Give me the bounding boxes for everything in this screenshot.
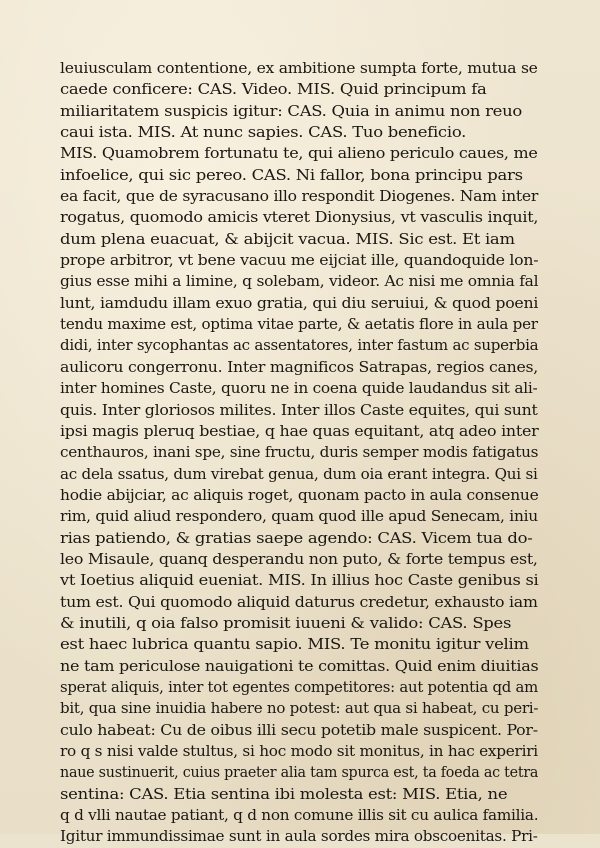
text-line: aulicoru congerronu. Inter magnificos Satrapas, regios canes, [60, 357, 539, 376]
text-line: dum plena euacuat, & abijcit vacua. MIS. Sic est. Et iam [60, 229, 515, 248]
text-line: ac dela ssatus, dum virebat genua, dum oia erant integra. Qui si [60, 464, 538, 483]
text-line: inter homines Caste, quoru ne in coena quide laudandus sit ali- [60, 379, 538, 398]
text-line: gius esse mihi a limine, q solebam, videor. Ac nisi me omnia fal [60, 272, 539, 291]
text-line: infoelice, qui sic pereo. CAS. Ni fallor, bona principu pars [60, 165, 523, 184]
text-line: & inutili, q oia falso promisit iuueni & valido: CAS. Spes [60, 613, 512, 632]
text-line: sentina: CAS. Etia sentina ibi molesta est: MIS. Etia, ne [60, 784, 508, 803]
text-line: caui ista. MIS. At nunc sapies. CAS. Tuo beneficio. [60, 123, 467, 142]
text-line: rias patiendo, & gratias saepe agendo: CAS. Vicem tua do- [60, 528, 533, 547]
text-line: leuiusculam contentione, ex ambitione sumpta forte, mutua se [60, 59, 538, 77]
text-line: rogatus, quomodo amicis vteret Dionysius, vt vasculis inquit, [60, 208, 539, 227]
text-line: centhauros, inani spe, sine fructu, duris semper modis fatigatus [60, 443, 539, 462]
text-line: Igitur immundissimae sunt in aula sordes mira obscoenitas. Pri- [60, 827, 538, 846]
body-text [60, 58, 538, 848]
text-line: MIS. Quamobrem fortunatu te, qui alieno periculo caues, me [60, 144, 538, 163]
text-line: q d vlli nautae patiant, q d non comune illis sit cu aulica familia. [60, 806, 539, 825]
text-line: tendu maxime est, optima vitae parte, & aetatis flore in aula per [60, 315, 538, 334]
text-line: hodie abijciar, ac aliquis roget, quonam pacto in aula consenue [60, 485, 539, 504]
text-line: est haec lubrica quantu sapio. MIS. Te monitu igitur velim [60, 635, 529, 654]
text-line: culo habeat: Cu de oibus illi secu potetib male suspicent. Por- [60, 720, 538, 739]
text-line: naue sustinuerit, cuius praeter alia tam spurca est, ta foeda ac tetra [60, 763, 539, 782]
text-line: vt Ioetius aliquid eueniat. MIS. In illius hoc Caste genibus si [60, 571, 539, 590]
text-line: quis. Inter gloriosos milites. Inter illos Caste equites, qui sunt [60, 400, 538, 419]
text-line: leo Misaule, quanq desperandu non puto, & forte tempus est, [60, 549, 538, 568]
text-line: rim, quid aliud respondero, quam quod ille apud Senecam, iniu [60, 507, 538, 526]
text-line: tum est. Qui quomodo aliquid daturus credetur, exhausto iam [60, 592, 538, 611]
text-line: bit, qua sine inuidia habere no potest: aut qua si habeat, cu peri- [60, 699, 539, 718]
text-line: caede conficere: CAS. Video. MIS. Quid principum fa [60, 80, 487, 99]
text-line: ne tam periculose nauigationi te comittas. Quid enim diuitias [60, 656, 539, 675]
text-line: ro q s nisi valde stultus, si hoc modo sit monitus, in hac experiri [60, 742, 538, 760]
text-line: ipsi magis pleruq bestiae, q hae quas equitant, atq adeo inter [60, 421, 539, 440]
text-line: ea facit, que de syracusano illo respondit Diogenes. Nam inter [60, 187, 539, 206]
text-line: lunt, iamdudu illam exuo gratia, qui diu seruiui, & quod poeni [60, 293, 539, 312]
text-line: prope arbitror, vt bene vacuu me eijciat ille, quandoquide lon- [60, 251, 539, 270]
text-line: didi, inter sycophantas ac assentatores, inter fastum ac superbia [60, 336, 539, 355]
text-line: sperat aliquis, inter tot egentes competitores: aut potentia qd am [60, 677, 539, 696]
text-line: miliaritatem suspicis igitur: CAS. Quia in animu non reuo [60, 101, 523, 120]
